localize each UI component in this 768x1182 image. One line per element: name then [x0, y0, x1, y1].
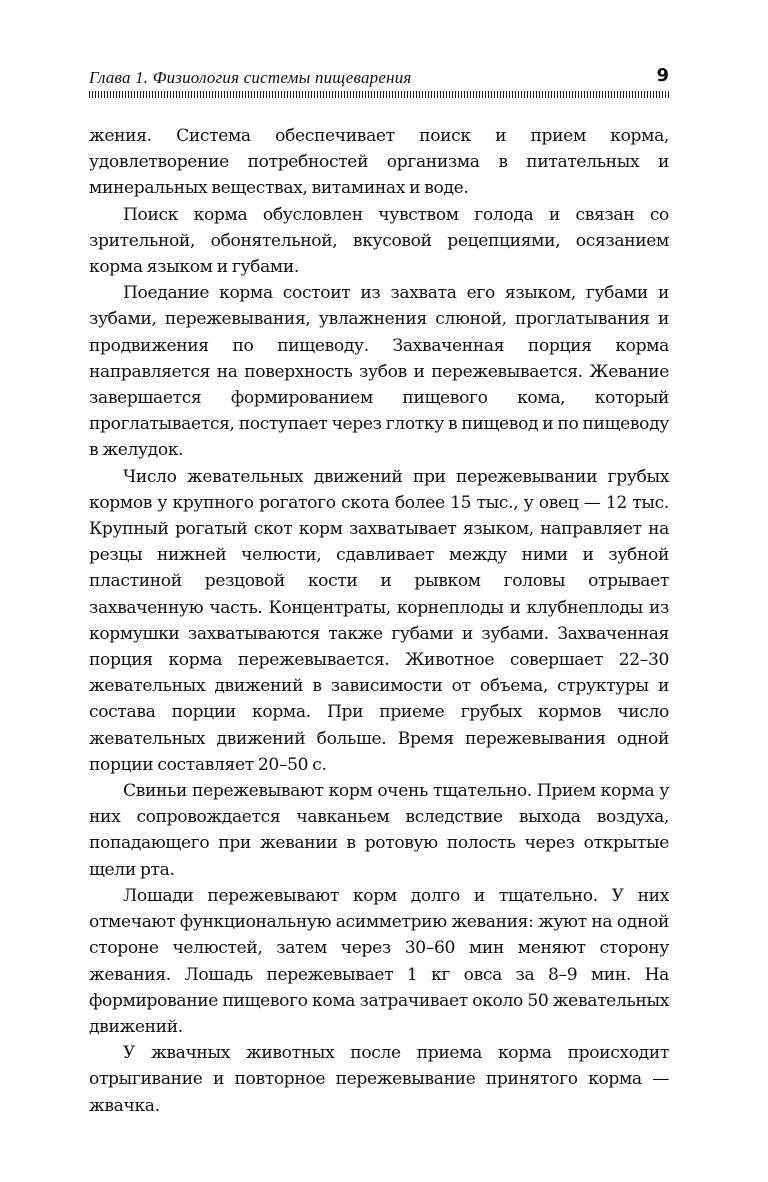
header-rule	[89, 91, 669, 98]
paragraph-1: жения. Система обеспечивает поиск и прием корма, удовлетворение потребностей организма в питательных и минеральных веществах, витаминах и воде.	[89, 126, 669, 199]
paragraph-3: Поедание корма состоит из захвата его языком, губами и зубами, пережевывания, увлажнения слюной, проглатывания и продвижения по пищеводу. Захваченная порция корма направляется на поверхность зубов и пережевывается. Жевание завершается формированием пищевого кома, который проглатывается, поступает через глотку в пищевод и по пищеводу в желудок.	[89, 283, 669, 461]
paragraph-5: Свиньи пережевывают корм очень тщательно. Прием корма у них сопровождается чавканьем вследствие выхода воздуха, попадающего при жевании в ротовую полость через открытые щели рта.	[89, 781, 669, 880]
paragraph-4: Число жевательных движений при пережевывании грубых кормов у крупного рогатого скота более 15 тыс., у овец — 12 тыс. Крупный рогатый скот корм захватывает языком, направляет на резцы нижней челюсти, сдавливает между ними и зубной пластиной резцовой кости и рывком головы отрывает захваченную часть. Концентраты, корнеплоды и клубнеплоды из кормушки захватываются также губами и зубами. Захваченная порция корма пережевывается. Животное совершает 22–30 жевательных движений в зависимости от объема, структуры и состава порции корма. При приеме грубых кормов число жевательных движений больше. Время пережевывания одной порции составляет 20–50 с.	[89, 466, 669, 775]
chapter-title: Глава 1. Физиология системы пищеварения	[89, 68, 412, 87]
paragraph-7: У жвачных животных после приема корма происходит отрыгивание и повторное пережевывание принятого корма — жвачка.	[89, 1043, 669, 1116]
paragraph-2: Поиск корма обусловлен чувством голода и связан со зрительной, обонятельной, вкусовой рецепциями, осязанием корма языком и губами.	[89, 204, 669, 278]
paragraph-6: Лошади пережевывают корм долго и тщательно. У них отмечают функциональную асимметрию жевания: жуют на одной стороне челюстей, затем через 30–60 мин меняют сторону жевания. Лошадь пережевывает 1 кг овса за 8–9 мин. На формирование пищевого кома затрачивает около 50 жевательных движений.	[89, 885, 669, 1037]
page-number: 9	[656, 65, 669, 86]
running-head	[89, 64, 669, 90]
body-text	[89, 123, 669, 1119]
